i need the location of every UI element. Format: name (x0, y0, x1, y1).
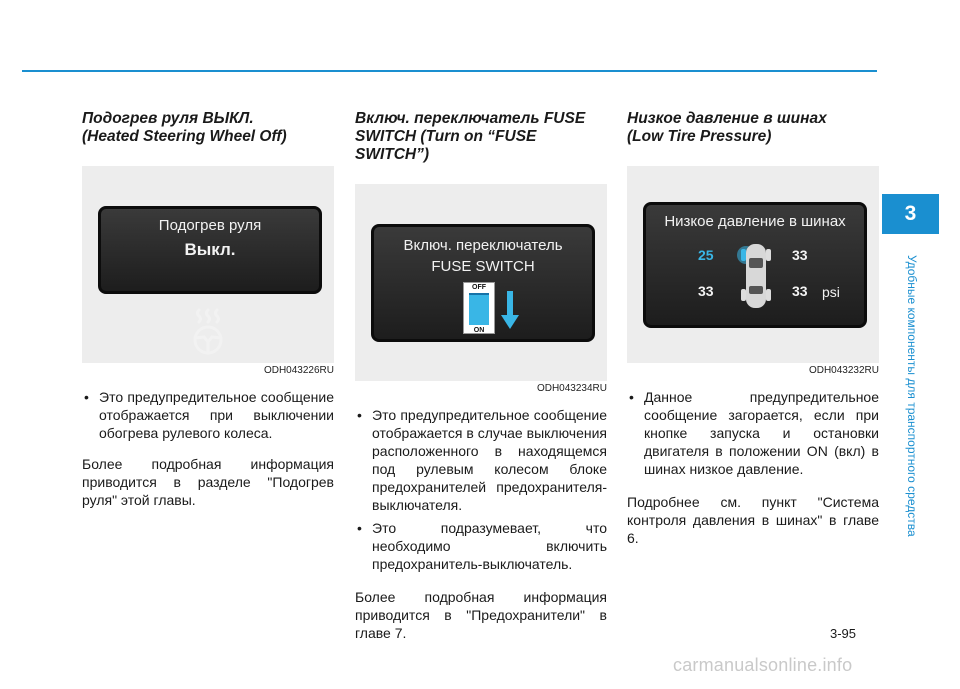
section-heated-steering (82, 110, 334, 509)
section-title (627, 110, 879, 146)
bullet-item: • Данное предупредительное сообщение загорается, если при кнопке запуска и остановки двигателя в положении ON (вкл) в шинах низкое давление. (627, 388, 879, 478)
screen-title: Низкое давление в шинах (664, 213, 846, 230)
cluster-display (643, 202, 867, 328)
switch-off-label: OFF (472, 284, 486, 291)
tire-rear-right-value: 33 (792, 283, 808, 299)
paragraph: Более подробная информация приводится в разделе "Подогрев руля" этой главы. (82, 456, 334, 508)
heated-steering-wheel-icon (185, 306, 231, 356)
tire-front-right-value: 33 (792, 247, 808, 263)
bullet-item: • Это предупредительное сообщение отображается в случае выключения расположенного в находящемся под рулевым колесом блоке предохранителей предохранителя-выключателя. (355, 406, 607, 514)
bullet-list (355, 406, 607, 573)
header-rule (22, 70, 877, 72)
chapter-title-vertical: Удобные компоненты для транспортного средства (905, 255, 919, 537)
arrow-down-icon (501, 291, 519, 331)
title-en: (Heated Steering Wheel Off) (82, 128, 287, 145)
switch-lever (469, 293, 489, 325)
figure-fuse-switch (355, 184, 607, 381)
bullet-item: • Это подразумевает, что необходимо включить предохранитель-выключатель. (355, 519, 607, 573)
pressure-unit: psi (822, 284, 840, 300)
figure-heated-steering (82, 166, 334, 363)
section-low-tire-pressure (627, 110, 879, 547)
chapter-number-tab: 3 (882, 194, 939, 234)
bullet-list (82, 388, 334, 442)
screen-line2: FUSE SWITCH (431, 258, 535, 275)
tire-rear-left-value: 33 (698, 283, 714, 299)
page-number: 3-95 (830, 626, 857, 641)
watermark: carmanualsonline.info (673, 655, 853, 675)
paragraph: Подробнее см. пункт "Система контроля давления в шинах" в главе 6. (627, 494, 879, 546)
title-en-2: SWITCH”) (355, 146, 430, 163)
title-en: (Low Tire Pressure) (627, 128, 772, 145)
bullet-item: • Это предупредительное сообщение отображается при выключении обогрева рулевого колеса. (82, 388, 334, 442)
figure-low-tire-pressure (627, 166, 879, 363)
figure-code: ODH043234RU (536, 383, 607, 394)
bullet-list (627, 388, 879, 478)
title-ru: Низкое давление в шинах (627, 110, 827, 127)
fuse-switch-graphic (463, 282, 495, 334)
figure-code: ODH043226RU (263, 365, 334, 376)
section-fuse-switch (355, 110, 607, 642)
screen-line1: Подогрев руля (158, 217, 262, 234)
title-ru: Включ. переключатель FUSE (355, 110, 586, 127)
screen-line2: Выкл. (184, 240, 236, 259)
tire-front-left-value: 25 (698, 247, 714, 263)
paragraph: Более подробная информация приводится в "Предохранители" в главе 7. (355, 589, 607, 641)
figure-code: ODH043232RU (808, 365, 879, 376)
section-title (82, 110, 334, 146)
section-title (355, 110, 607, 164)
switch-on-label: ON (473, 327, 485, 334)
car-top-view-icon (736, 241, 776, 313)
title-en: SWITCH (Turn on “FUSE (355, 128, 537, 145)
cluster-display (98, 206, 322, 294)
title-ru: Подогрев руля ВЫКЛ. (82, 110, 254, 127)
cluster-display (371, 224, 595, 342)
screen-line1: Включ. переключатель (403, 237, 563, 254)
